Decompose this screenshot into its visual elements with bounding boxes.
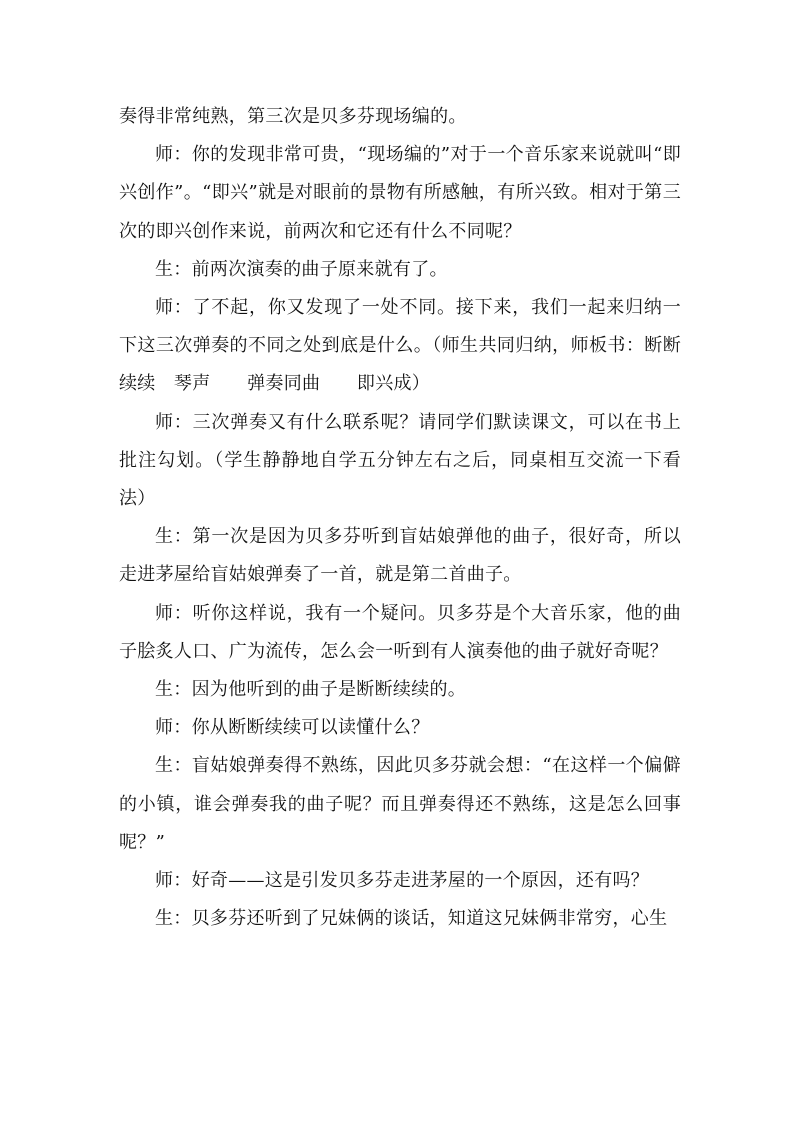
- paragraph-teacher-4: 师：听你这样说，我有一个疑问。贝多芬是个大音乐家，他的曲子脍炙人口、广为流传，怎么会一听到有人演奏他的曲子就好奇呢？: [119, 602, 681, 662]
- paragraph-student-3: 生：因为他听到的曲子是断断续续的。: [155, 679, 467, 701]
- paragraph-student-5: 生：贝多芬还听到了兄妹俩的谈话，知道这兄妹俩非常穷，心生: [155, 908, 668, 930]
- paragraph-continuation: 奏得非常纯熟，第三次是贝多芬现场编的。: [119, 106, 467, 127]
- paragraph-student-1: 生：前两次演奏的曲子原来就有了。: [155, 258, 448, 280]
- paragraph-teacher-2: 师：了不起，你又发现了一处不同。接下来，我们一起来归纳一下这三次弹奏的不同之处到底是什么。（师生共同归纳，师板书：断断续续 琴声 弹奏同曲 即兴成）: [119, 297, 681, 395]
- document-body: [119, 98, 681, 938]
- paragraph-student-2: 生：第一次是因为贝多芬听到盲姑娘弹他的曲子，很好奇，所以走进茅屋给盲姑娘弹奏了一首，就是第二首曲子。: [119, 526, 681, 586]
- paragraph-teacher-6: 师：好奇——这是引发贝多芬走进茅屋的一个原因，还有吗？: [155, 870, 650, 892]
- paragraph-teacher-5: 师：你从断断续续可以读懂什么？: [155, 717, 430, 739]
- paragraph-teacher-3: 师：三次弹奏又有什么联系呢？请同学们默读课文，可以在书上批注勾划。（学生静静地自学五分钟左右之后，同桌相互交流一下看法）: [119, 411, 681, 510]
- paragraph-student-4: 生：盲姑娘弹奏得不熟练，因此贝多芬就会想：“在这样一个偏僻的小镇，谁会弹奏我的曲子呢？而且弹奏得还不熟练，这是怎么回事呢？”: [119, 755, 681, 853]
- paragraph-teacher-1: 师：你的发现非常可贵，“现场编的”对于一个音乐家来说就叫“即兴创作”。“即兴”就是对眼前的景物有所感触，有所兴致。相对于第三次的即兴创作来说，前两次和它还有什么不同呢？: [119, 144, 681, 242]
